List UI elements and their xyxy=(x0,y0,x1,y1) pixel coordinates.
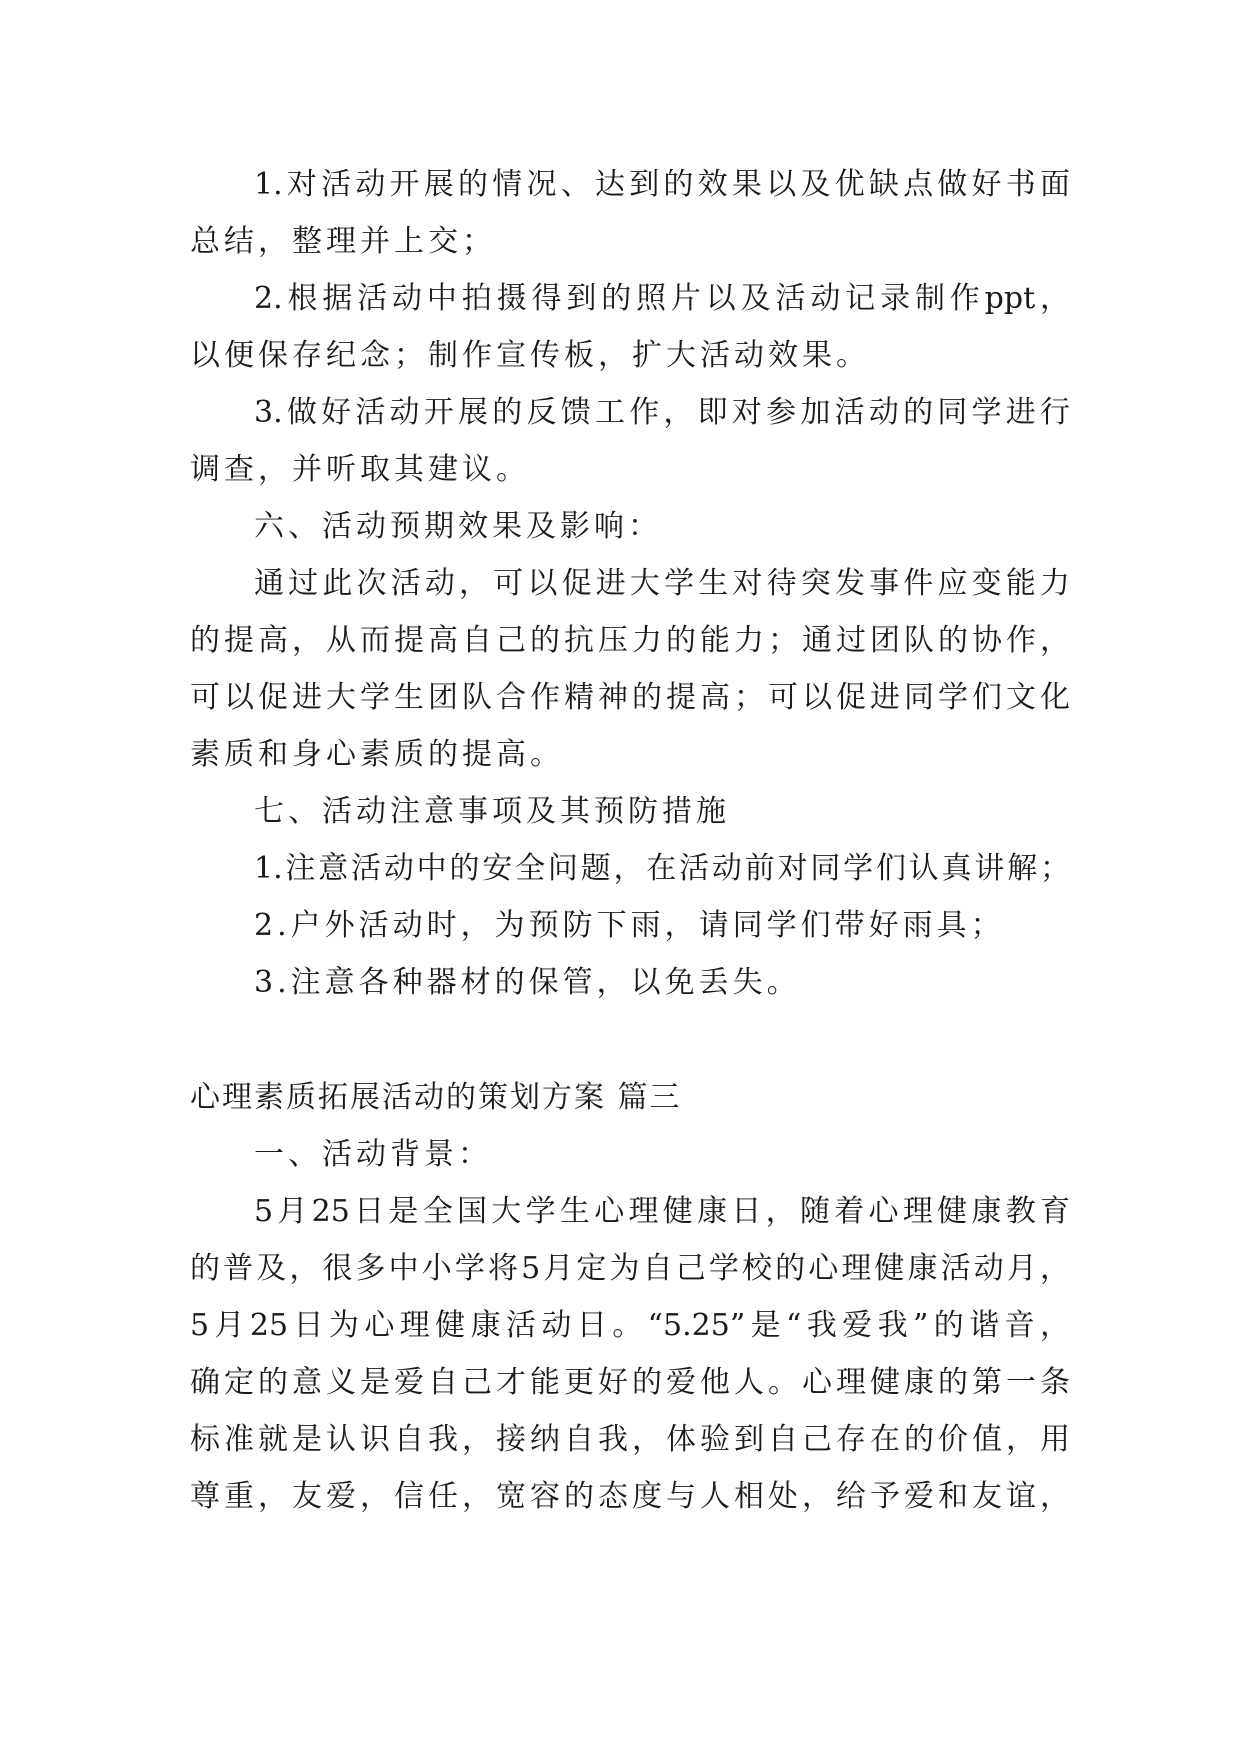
paragraph-line: 的普及，很多中小学将5月定为自己学校的心理健康活动月， xyxy=(190,1251,1070,1286)
section-heading: 一、活动背景： xyxy=(254,1137,492,1172)
section-heading: 七、活动注意事项及其预防措施 xyxy=(254,794,730,829)
paragraph-line: 以便保存纪念；制作宣传板，扩大活动效果。 xyxy=(190,338,870,373)
paragraph-line: 的提高，从而提高自己的抗压力的能力；通过团队的协作， xyxy=(190,623,1070,658)
paragraph-line: 素质和身心素质的提高。 xyxy=(190,737,564,772)
paragraph-line: 总结，整理并上交； xyxy=(190,224,496,259)
document-title: 心理素质拓展活动的策划方案 篇三 xyxy=(190,1080,682,1115)
paragraph-line: 1.对活动开展的情况、达到的效果以及优缺点做好书面 xyxy=(254,167,1070,202)
section-heading: 六、活动预期效果及影响： xyxy=(254,509,662,544)
paragraph-line: 3.注意各种器材的保管，以免丢失。 xyxy=(254,965,801,1000)
paragraph-line: 可以促进大学生团队合作精神的提高；可以促进同学们文化 xyxy=(190,680,1070,715)
paragraph-line: 尊重，友爱，信任，宽容的态度与人相处，给予爱和友谊， xyxy=(190,1479,1070,1514)
paragraph-line: 确定的意义是爱自己才能更好的爱他人。心理健康的第一条 xyxy=(190,1365,1070,1400)
paragraph-line: 调查，并听取其建议。 xyxy=(190,452,530,487)
paragraph-line: 2.户外活动时，为预防下雨，请同学们带好雨具； xyxy=(254,908,1005,943)
paragraph-line: 标准就是认识自我，接纳自我，体验到自己存在的价值，用 xyxy=(190,1422,1070,1457)
paragraph-line: 5月25日是全国大学生心理健康日，随着心理健康教育 xyxy=(254,1194,1070,1229)
paragraph-line: 3.做好活动开展的反馈工作，即对参加活动的同学进行 xyxy=(254,395,1070,430)
paragraph-line: 2.根据活动中拍摄得到的照片以及活动记录制作ppt， xyxy=(254,281,1070,316)
paragraph-line: 5月25日为心理健康活动日。“5.25”是“我爱我”的谐音， xyxy=(190,1308,1070,1343)
paragraph-line: 1.注意活动中的安全问题，在活动前对同学们认真讲解； xyxy=(254,851,1070,886)
paragraph-line: 通过此次活动，可以促进大学生对待突发事件应变能力 xyxy=(254,566,1070,601)
